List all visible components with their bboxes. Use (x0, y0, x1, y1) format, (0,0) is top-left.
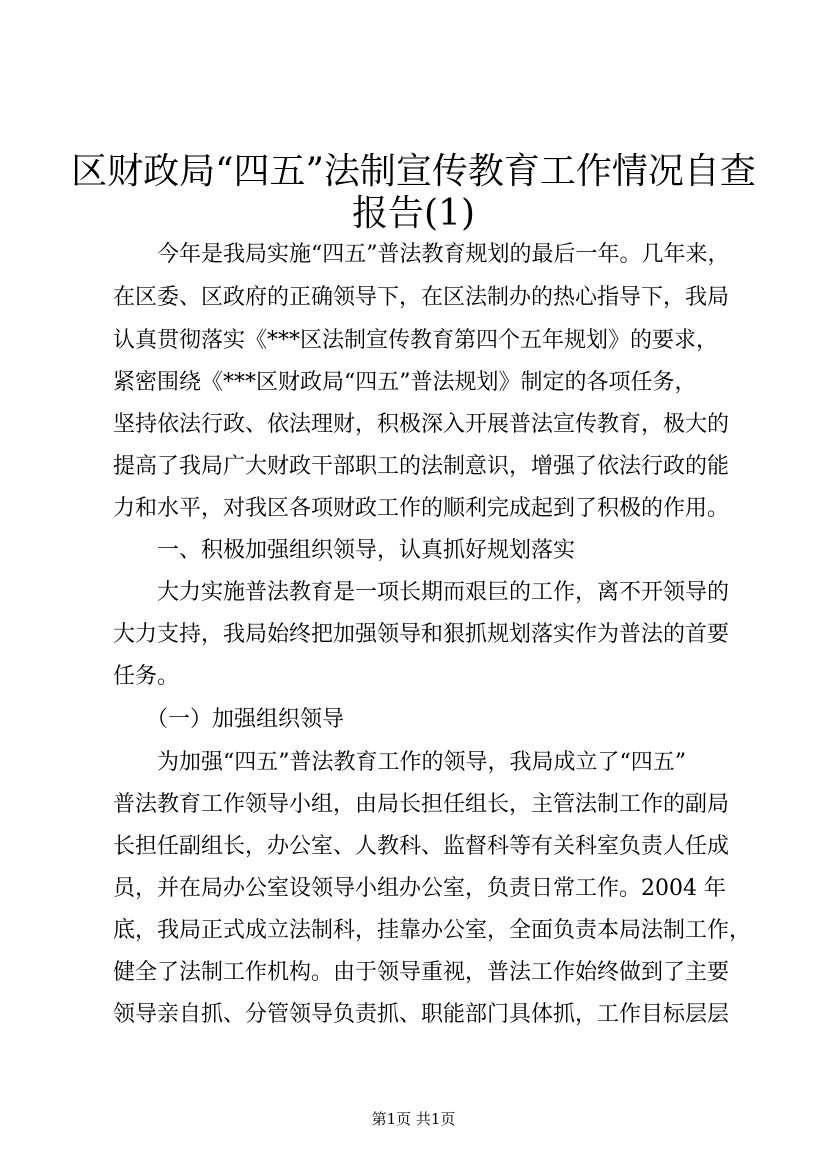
body-line: 大力实施普法教育是一项长期而艰巨的工作，离不开领导的 (113, 580, 730, 605)
document-title-line-2: 报告(1) (352, 193, 475, 234)
body-line: 今年是我局实施“四五”普法教育规划的最后一年。几年来， (113, 242, 730, 267)
subsection-heading: （一）加强组织领导 (113, 707, 345, 732)
body-line: 健全了法制工作机构。由于领导重视，普法工作始终做到了主要 (113, 960, 730, 985)
body-line: 紧密围绕《***区财政局“四五”普法规划》制定的各项任务， (113, 370, 697, 395)
body-line: 为加强“四五”普法教育工作的领导，我局成立了“四五” (113, 750, 686, 775)
page-footer: 第1页 共1页 (371, 1110, 456, 1128)
section-heading: 一、积极加强组织领导，认真抓好规划落实 (113, 538, 576, 563)
body-line: 力和水平，对我区各项财政工作的顺利完成起到了积极的作用。 (113, 496, 730, 521)
body-line: 坚持依法行政、依法理财，积极深入开展普法宣传教育，极大的 (113, 412, 730, 437)
body-line: 普法教育工作领导小组，由局长担任组长，主管法制工作的副局 (113, 792, 730, 817)
body-line: 认真贯彻落实《***区法制宣传教育第四个五年规划》的要求， (113, 328, 719, 353)
body-line: 在区委、区政府的正确领导下，在区法制办的热心指导下，我局 (113, 285, 730, 310)
body-line: 大力支持，我局始终把加强领导和狠抓规划落实作为普法的首要 (113, 622, 730, 647)
body-line: 领导亲自抓、分管领导负责抓、职能部门具体抓，工作目标层层 (113, 1002, 730, 1027)
body-line: 任务。 (113, 664, 180, 689)
body-line: 员，并在局办公室设领导小组办公室，负责日常工作。2004 年 (113, 876, 726, 901)
body-line: 长担任副组长，办公室、人教科、监督科等有关科室负责人任成 (113, 834, 730, 859)
body-line: 提高了我局广大财政干部职工的法制意识，增强了依法行政的能 (113, 454, 730, 479)
document-title-line-1: 区财政局“四五”法制宣传教育工作情况自查 (71, 151, 756, 192)
body-line: 底，我局正式成立法制科，挂靠办公室，全面负责本局法制工作， (113, 918, 752, 943)
